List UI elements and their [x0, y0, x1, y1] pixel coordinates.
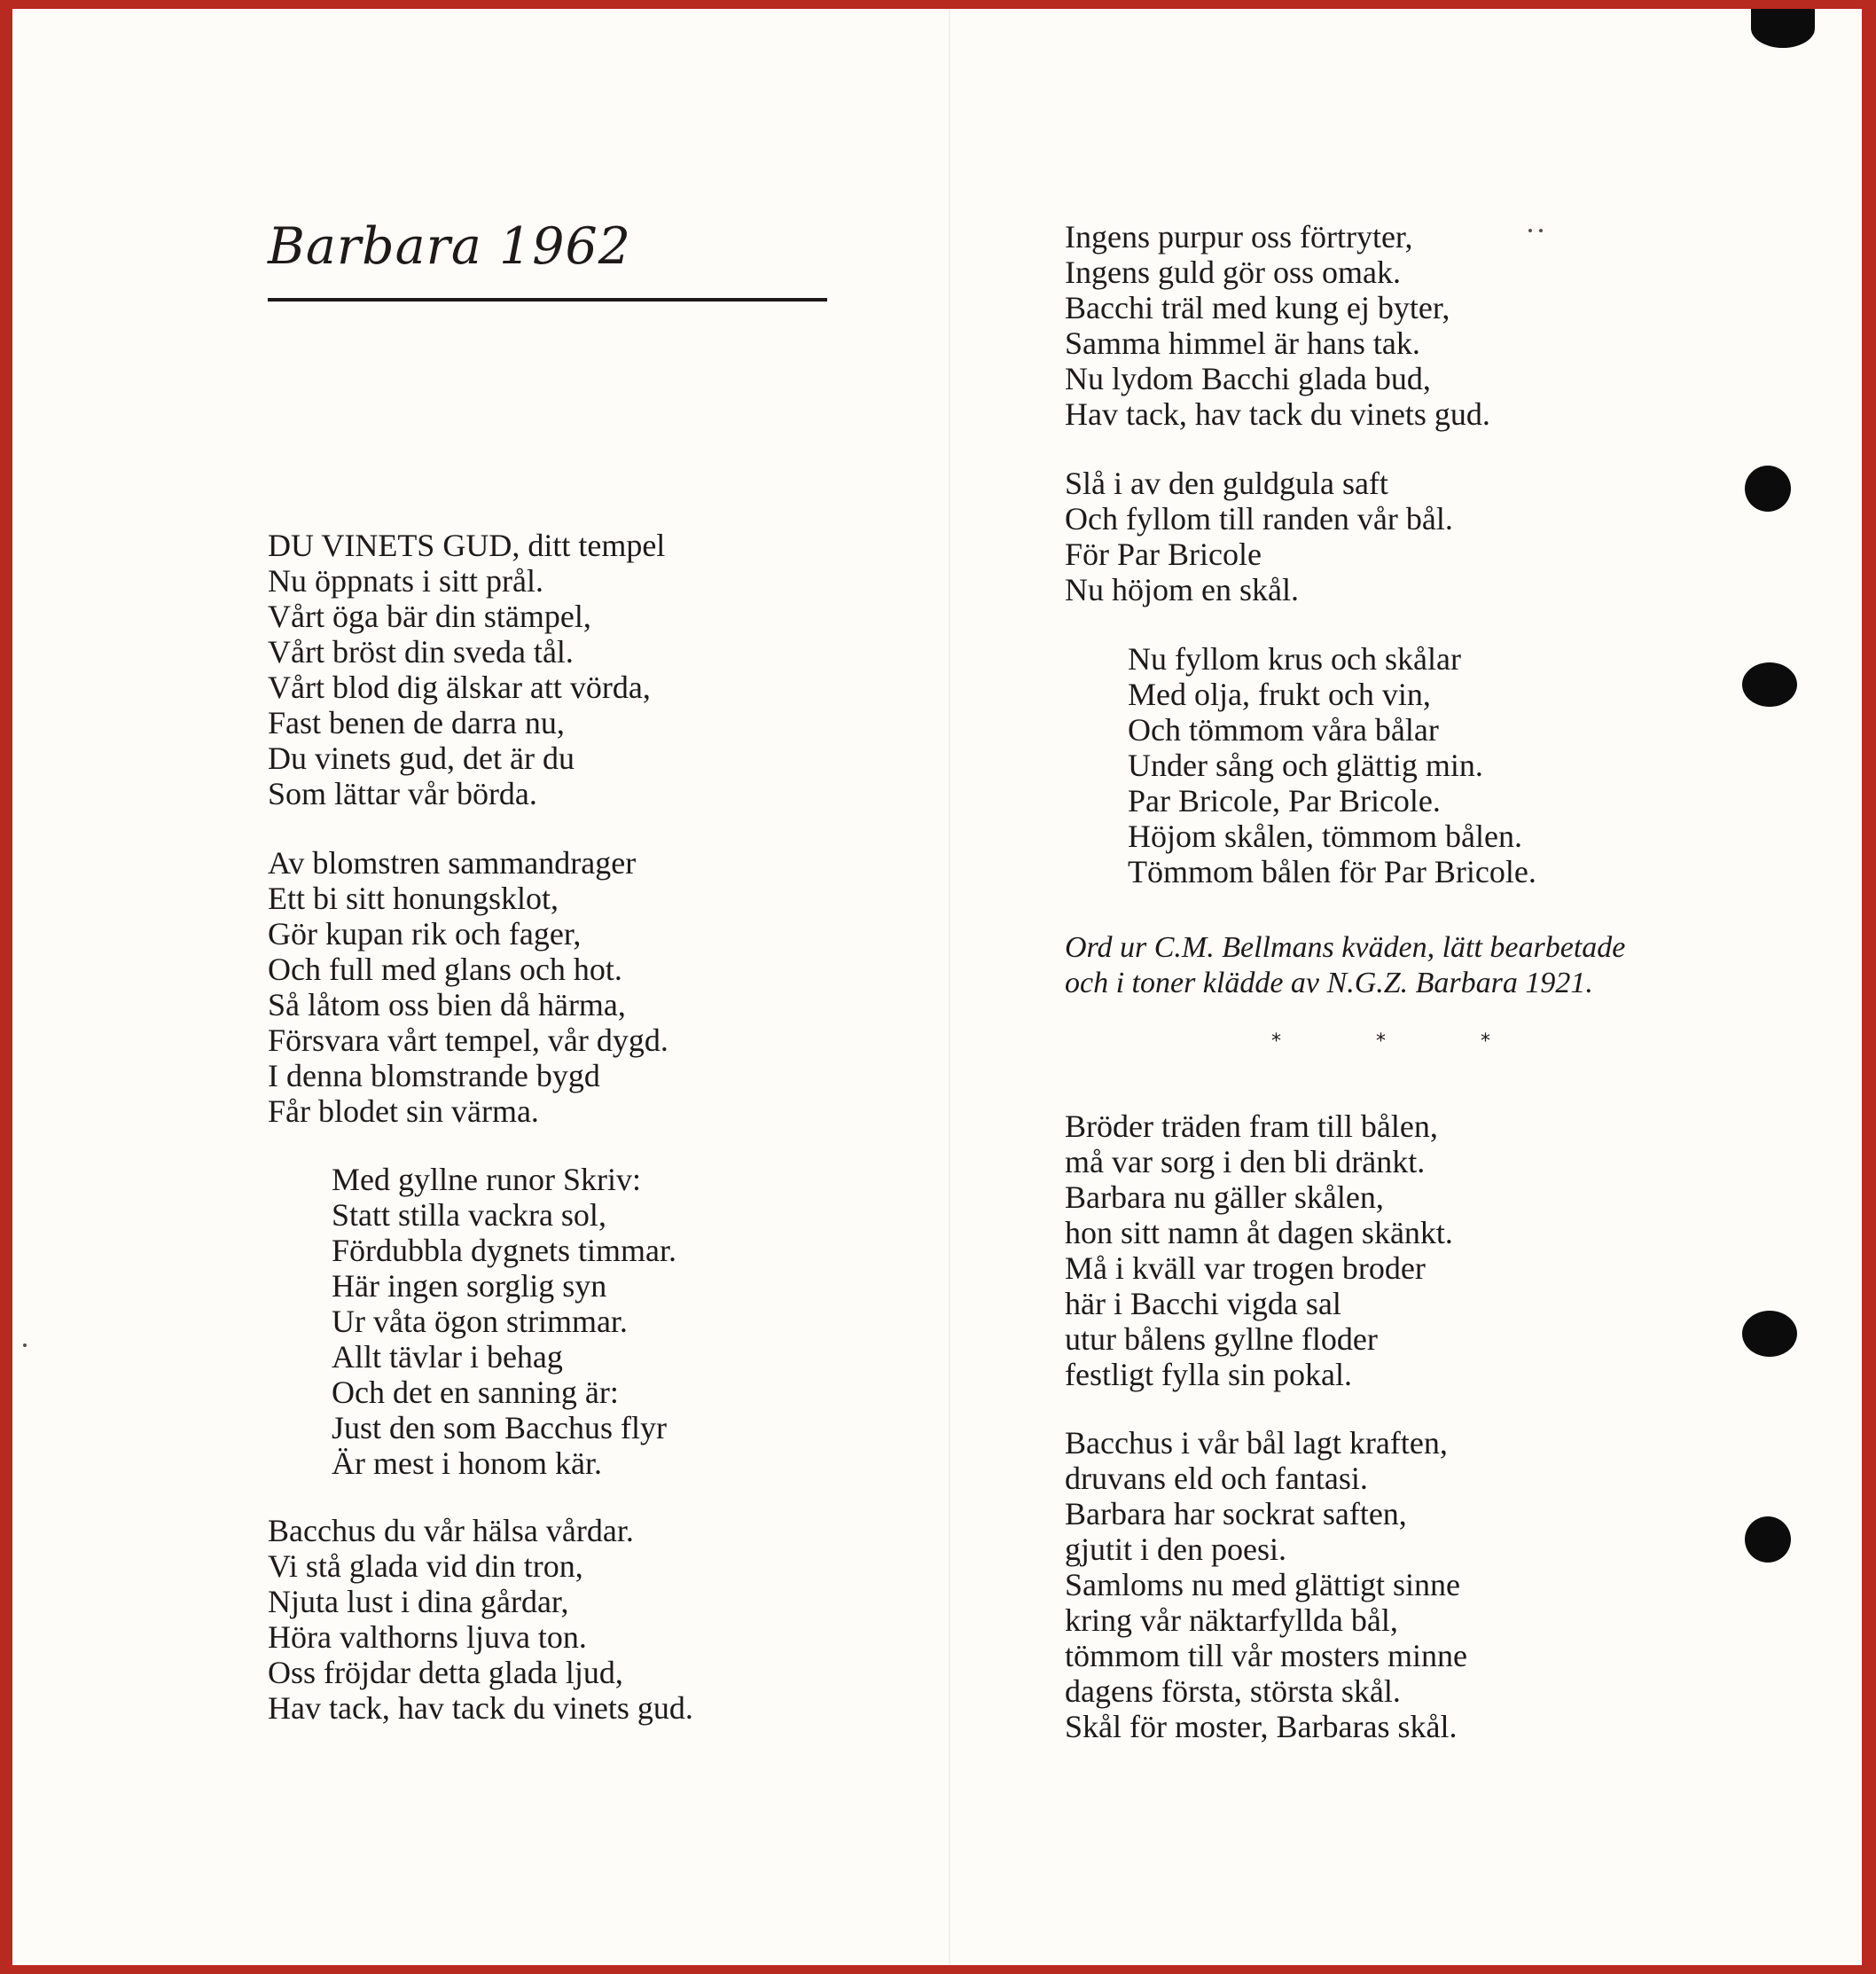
punch-hole	[1745, 466, 1791, 512]
verse-line: Statt stilla vackra sol,	[332, 1197, 606, 1233]
verse-line: Fast benen de darra nu,	[268, 705, 565, 740]
paper-speck	[1539, 229, 1543, 232]
verse-line: Och full med glans och hot.	[268, 952, 622, 987]
verse-line: Må i kväll var trogen broder	[1065, 1250, 1426, 1286]
verse-line: Ingens purpur oss förtryter,	[1065, 219, 1413, 255]
verse-line: här i Bacchi vigda sal	[1065, 1286, 1341, 1321]
attribution-line: Ord ur C.M. Bellmans kväden, lätt bearbetade	[1065, 931, 1626, 964]
verse-line: Ingens guld gör oss omak.	[1065, 255, 1401, 290]
stanza-left-1	[268, 528, 665, 811]
punch-hole	[1751, 9, 1815, 48]
verse-line: utur bålens gyllne floder	[1065, 1321, 1378, 1357]
verse-line: Bacchus du vår hälsa vårdar.	[268, 1513, 634, 1548]
verse-line: Med gyllne runor Skriv:	[332, 1162, 641, 1197]
verse-line: Allt tävlar i behag	[332, 1339, 563, 1375]
verse-line: Nu öppnats i sitt prål.	[268, 563, 543, 599]
verse-line: Samma himmel är hans tak.	[1065, 325, 1420, 361]
verse-line: Får blodet sin värma.	[268, 1093, 539, 1129]
verse-line: Och det en sanning är:	[332, 1375, 619, 1410]
verse-line: Skål för moster, Barbaras skål.	[1065, 1709, 1458, 1744]
verse-line: Du vinets gud, det är du	[268, 740, 575, 776]
verse-line: Här ingen sorglig syn	[332, 1268, 607, 1304]
title-rule	[268, 298, 827, 302]
verse-line: I denna blomstrande bygd	[268, 1058, 600, 1093]
verse-line: Barbara har sockrat saften,	[1065, 1496, 1407, 1531]
verse-line: Bacchi träl med kung ej byter,	[1065, 290, 1450, 325]
verse-line: Med olja, frukt och vin,	[1128, 677, 1431, 712]
verse-line: Njuta lust i dina gårdar,	[268, 1584, 569, 1619]
verse-line: Höjom skålen, tömmom bålen.	[1128, 819, 1522, 854]
verse-line: Hav tack, hav tack du vinets gud.	[268, 1690, 693, 1726]
verse-line: Vårt bröst din sveda tål.	[268, 634, 574, 670]
verse-line: Ett bi sitt honungsklot,	[268, 881, 559, 916]
stanza-right-3	[1128, 641, 1536, 889]
verse-line: Av blomstren sammandrager	[268, 845, 637, 881]
verse-line: För Par Bricole	[1065, 537, 1262, 572]
verse-line: Gör kupan rik och fager,	[268, 916, 582, 952]
verse-line: Och fyllom till randen vår bål.	[1065, 501, 1453, 537]
verse-line: Under sång och glättig min.	[1128, 748, 1483, 783]
verse-line: Som lättar vår börda.	[268, 776, 537, 811]
verse-line: Nu lydom Bacchi glada bud,	[1065, 361, 1431, 396]
stanza-left-2	[268, 845, 668, 1129]
verse-line: Par Bricole, Par Bricole.	[1128, 783, 1441, 819]
document-page	[12, 9, 1862, 1965]
punch-hole	[1742, 662, 1797, 707]
verse-line: hon sitt namn åt dagen skänkt.	[1065, 1215, 1453, 1250]
stanza-right-2	[1065, 466, 1453, 607]
verse-line: druvans eld och fantasi.	[1065, 1461, 1368, 1496]
verse-line: Bacchus i vår bål lagt kraften,	[1065, 1425, 1448, 1461]
verse-line: Och tömmom våra bålar	[1128, 712, 1439, 748]
verse-line: Fördubbla dygnets timmar.	[332, 1233, 676, 1268]
verse-line: Bröder träden fram till bålen,	[1065, 1108, 1438, 1144]
verse-line: Höra valthorns ljuva ton.	[268, 1619, 587, 1655]
page-title: Barbara 1962	[268, 217, 631, 276]
punch-hole	[1742, 1311, 1797, 1357]
stanza-left-3	[332, 1162, 676, 1481]
verse-line: Ur våta ögon strimmar.	[332, 1304, 628, 1339]
verse-line: Vårt blod dig älskar att vörda,	[268, 670, 651, 705]
paper-speck	[23, 1343, 27, 1347]
stanza-right-1	[1065, 219, 1490, 432]
stanza-right-4	[1065, 1108, 1453, 1392]
punch-hole	[1745, 1516, 1791, 1563]
verse-line: Tömmom bålen för Par Bricole.	[1128, 854, 1536, 889]
verse-line: Oss fröjdar detta glada ljud,	[268, 1655, 623, 1690]
section-separator: * * *	[1271, 1030, 1490, 1053]
verse-line: Barbara nu gäller skålen,	[1065, 1179, 1384, 1215]
verse-line: dagens första, största skål.	[1065, 1673, 1401, 1709]
verse-line: Nu höjom en skål.	[1065, 572, 1299, 607]
stanza-left-4	[268, 1513, 693, 1726]
verse-line: Just den som Bacchus flyr	[332, 1410, 667, 1445]
verse-line: DU VINETS GUD, ditt tempel	[268, 528, 666, 563]
attribution-line: och i toner klädde av N.G.Z. Barbara 1921.	[1065, 967, 1593, 999]
verse-line: Är mest i honom kär.	[332, 1445, 602, 1481]
stanza-right-5	[1065, 1425, 1467, 1744]
verse-line: må var sorg i den bli dränkt.	[1065, 1144, 1426, 1179]
verse-line: kring vår näktarfyllda bål,	[1065, 1602, 1398, 1638]
verse-line: Försvara vårt tempel, vår dygd.	[268, 1022, 668, 1058]
verse-line: Vårt öga bär din stämpel,	[268, 599, 591, 634]
attribution	[1065, 930, 1625, 1001]
verse-line: Hav tack, hav tack du vinets gud.	[1065, 396, 1490, 432]
verse-line: Vi stå glada vid din tron,	[268, 1548, 583, 1584]
verse-line: Så låtom oss bien då härma,	[268, 987, 626, 1022]
paper-speck	[1528, 229, 1532, 232]
verse-line: tömmom till vår mosters minne	[1065, 1638, 1467, 1673]
center-fold	[949, 9, 950, 1965]
verse-line: festligt fylla sin pokal.	[1065, 1357, 1352, 1392]
verse-line: gjutit i den poesi.	[1065, 1531, 1286, 1567]
verse-line: Nu fyllom krus och skålar	[1128, 641, 1461, 677]
verse-line: Samloms nu med glättigt sinne	[1065, 1567, 1460, 1602]
verse-line: Slå i av den guldgula saft	[1065, 466, 1388, 501]
